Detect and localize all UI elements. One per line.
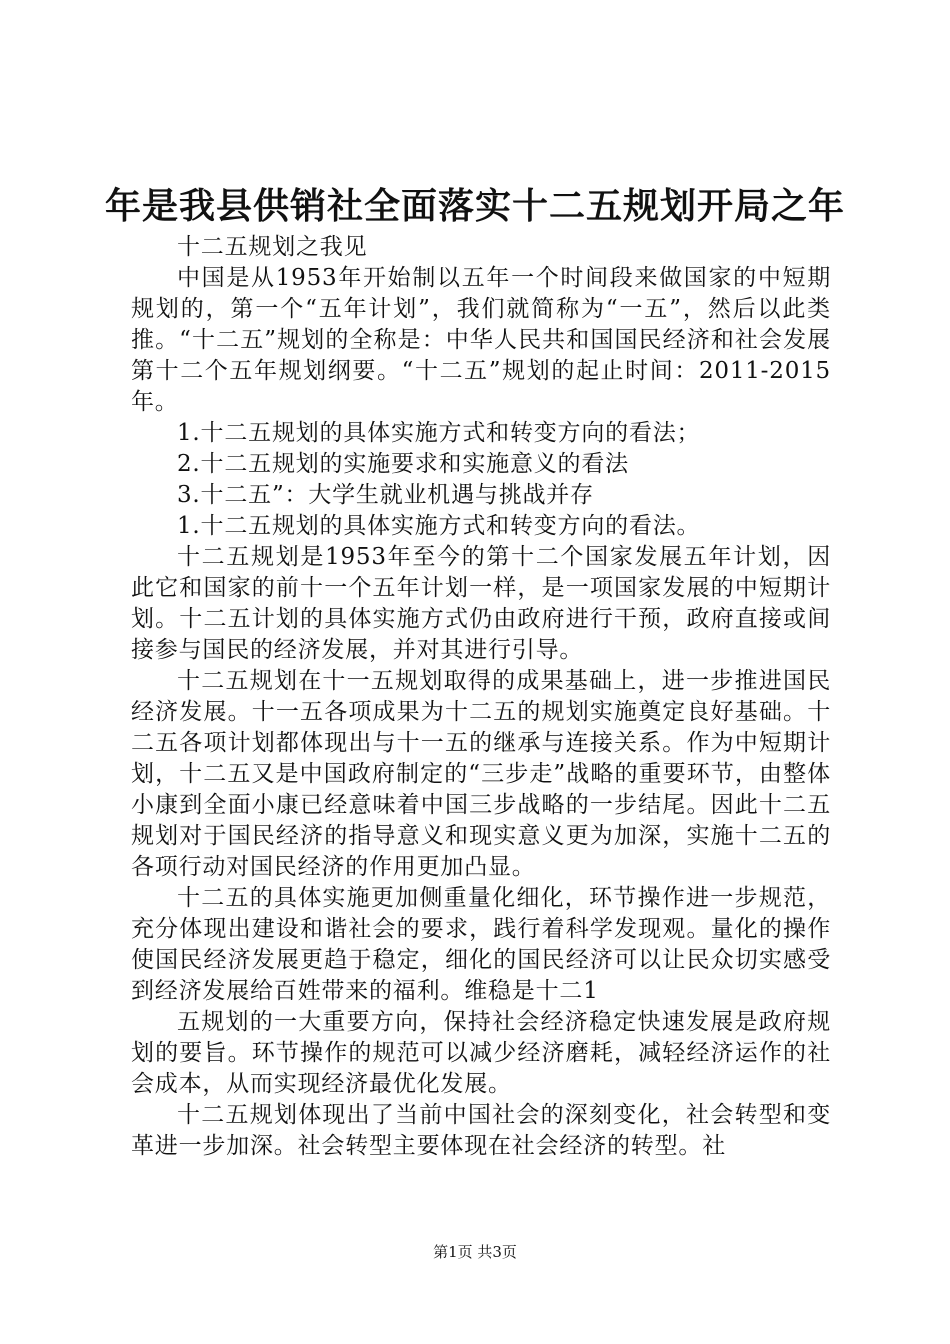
list-item: 3.十二五”：大学生就业机遇与挑战并存 [177, 482, 594, 508]
paragraph: 中国是从1953年开始制以五年一个时间段来做国家的中短期规划的，第一个“五年计划”，我们就简称为“一五”，然后以此类推。“十二五”规划的全称是：中华人民共和国国民经济和社会发展第十二个五年规划纲要。“十二五”规划的起止时间：2011-2015年。 [131, 265, 831, 415]
paragraph: 十二五规划是1953年至今的第十二个国家发展五年计划，因此它和国家的前十一个五年计划一样，是一项国家发展的中短期计划。十二五计划的具体实施方式仍由政府进行干预，政府直接或间接参与国民的经济发展，并对其进行引导。 [131, 544, 831, 663]
section-heading: 1.十二五规划的具体实施方式和转变方向的看法。 [177, 513, 701, 539]
page-footer: 第1页 共3页 [433, 1243, 517, 1261]
paragraph: 五规划的一大重要方向，保持社会经济稳定快速发展是政府规划的要旨。环节操作的规范可以减少经济磨耗，减轻经济运作的社会成本，从而实现经济最优化发展。 [131, 1009, 831, 1097]
paragraph-subtitle: 十二五规划之我见 [177, 234, 368, 260]
paragraph: 十二五规划体现出了当前中国社会的深刻变化，社会转型和变革进一步加深。社会转型主要体现在社会经济的转型。社 [131, 1102, 831, 1159]
paragraph: 十二五规划在十一五规划取得的成果基础上，进一步推进国民经济发展。十一五各项成果为十二五的规划实施奠定良好基础。十二五各项计划都体现出与十一五的继承与连接关系。作为中短期计划，十二五又是中国政府制定的“三步走”战略的重要环节，由整体小康到全面小康已经意味着中国三步战略的一步结尾。因此十二五规划对于国民经济的指导意义和现实意义更为加深，实施十二五的各项行动对国民经济的作用更加凸显。 [131, 668, 831, 880]
list-item: 1.十二五规划的具体实施方式和转变方向的看法； [177, 420, 701, 446]
document-body [131, 232, 831, 1162]
document-title: 年是我县供销社全面落实十二五规划开局之年 [104, 186, 845, 227]
list-item: 2.十二五规划的实施要求和实施意义的看法 [177, 451, 629, 477]
paragraph: 十二五的具体实施更加侧重量化细化，环节操作进一步规范，充分体现出建设和谐社会的要求，践行着科学发现观。量化的操作使国民经济发展更趋于稳定，细化的国民经济可以让民众切实感受到经济发展给百姓带来的福利。维稳是十二1 [131, 885, 831, 1004]
